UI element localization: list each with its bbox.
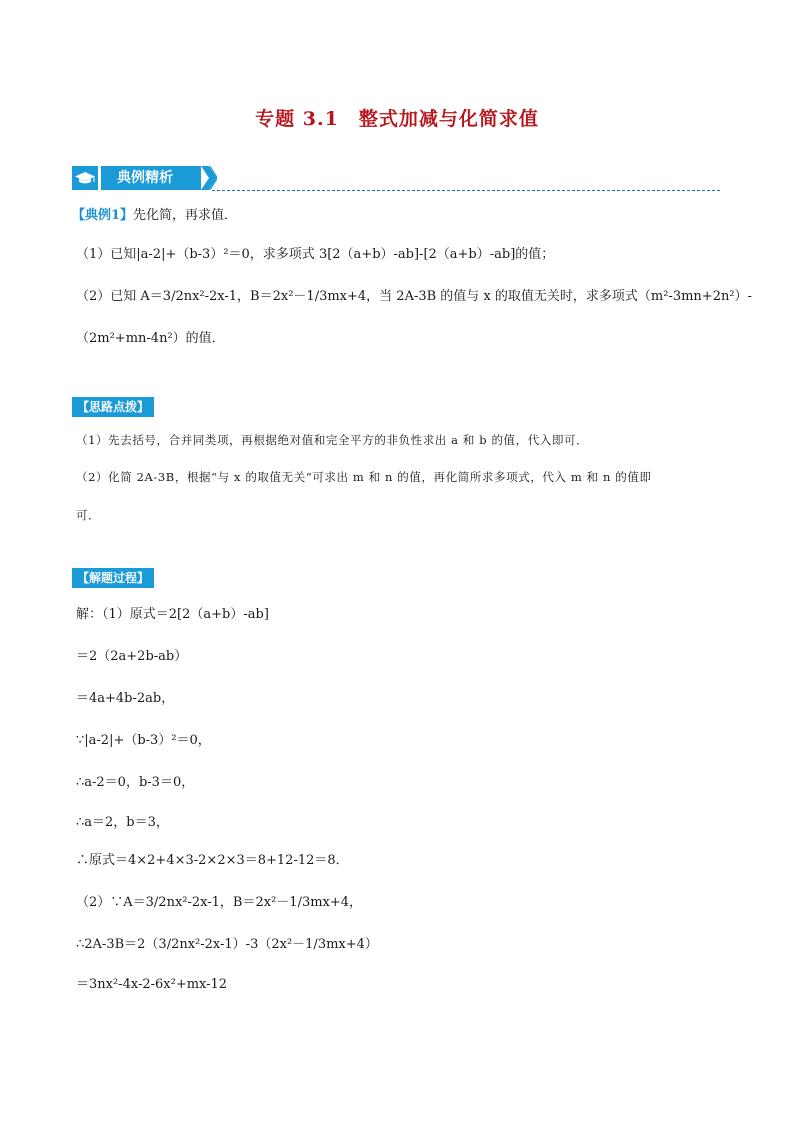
solution-tag: 【解题过程】 [72, 568, 154, 588]
example-question-1: （1）已知|a-2|+（b-3）²＝0，求多项式 3[2（a+b）-ab]-[2（a+b）-ab]的值； [76, 247, 555, 262]
solution-line: ∵|a-2|+（b-3）²＝0， [76, 733, 211, 748]
solution-line: ＝4a+4b-2ab， [76, 691, 175, 706]
solution-line: ∴2A-3B＝2（3/2nx²-2x-1）-3（2x²－1/3mx+4） [76, 937, 378, 952]
example-header [72, 207, 237, 225]
solution-line: （2）∵A＝3/2nx²-2x-1，B＝2x²－1/3mx+4， [76, 895, 363, 910]
solution-line: ∴原式＝4×2+4×3-2×2×3＝8+12-12＝8． [76, 853, 349, 868]
section-divider [212, 190, 720, 191]
hint-paragraph-2-line-1: （2）化简 2A-3B，根据“与 x 的取值无关”可求出 m 和 n 的值，再化简所求多项式，代入 m 和 n 的值即 [76, 470, 652, 484]
example-question-2-line-2: （2m²+mn-4n²）的值． [76, 331, 225, 346]
solution-line: ∴a＝2，b＝3， [76, 815, 169, 830]
solution-line: ＝3nx²-4x-2-6x²+mx-12 [76, 977, 228, 992]
example-question-2-line-1: （2）已知 A＝3/2nx²-2x-1，B＝2x²－1/3mx+4，当 2A-3B 的值与 x 的取值无关时，求多项式（m²-3mn+2n²）- [76, 289, 752, 304]
hint-paragraph-1: （1）先去括号，合并同类项，再根据绝对值和完全平方的非负性求出 a 和 b 的值，代入即可． [76, 433, 589, 447]
graduation-cap-icon [72, 166, 98, 190]
page-title: 专题 3.1 整式加减与化简求值 [255, 108, 539, 130]
solution-line: ∴a-2＝0，b-3＝0， [76, 775, 195, 790]
chevron-right-icon [201, 166, 217, 190]
example-tag: 【典例1】 [72, 208, 134, 223]
example-prompt: 先化简，再求值． [133, 208, 238, 223]
hint-tag: 【思路点拨】 [72, 397, 154, 417]
hint-paragraph-2-line-2: 可． [76, 508, 101, 522]
solution-line: 解：（1）原式＝2[2（a+b）-ab] [76, 607, 269, 622]
section-label: 典例精析 [101, 166, 201, 190]
solution-line: ＝2（2a+2b-ab） [76, 649, 188, 664]
